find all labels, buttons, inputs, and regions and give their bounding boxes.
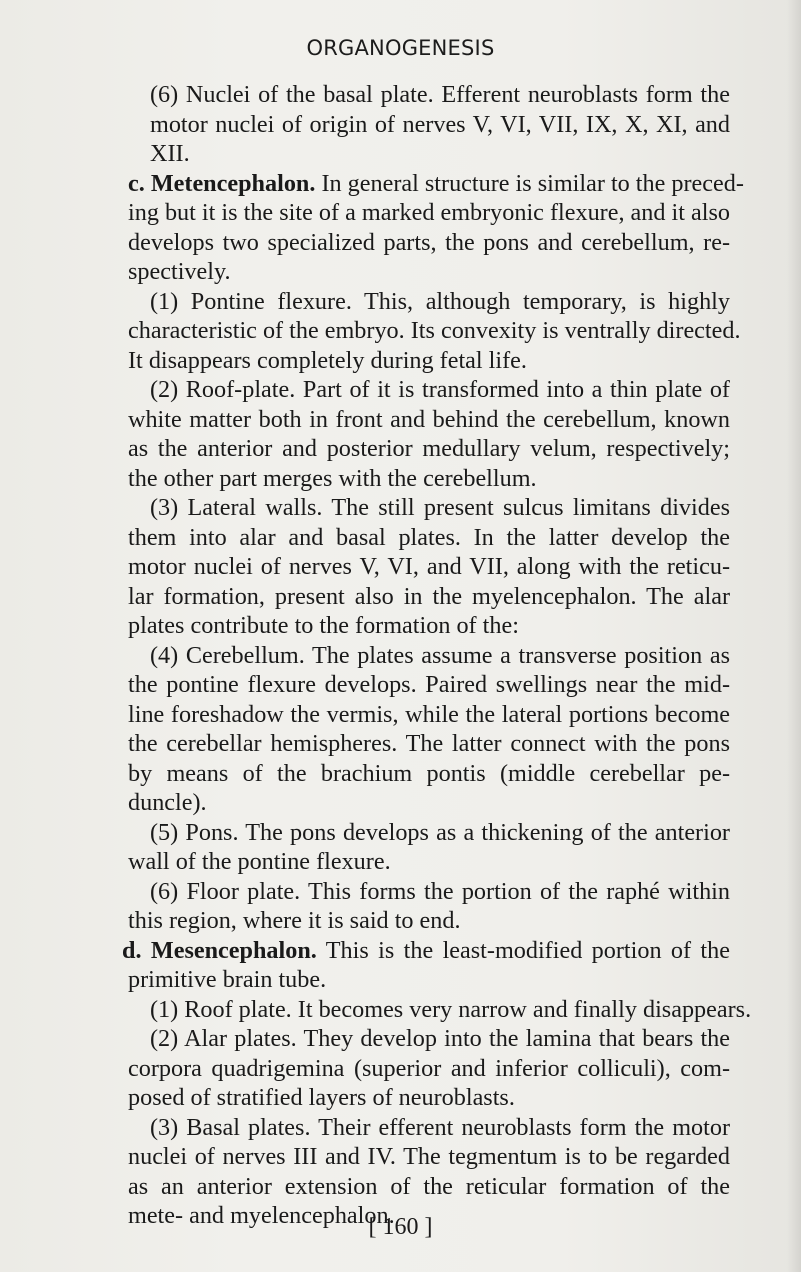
text-line-content: nuclei of nerves III and IV. The tegmentum is to be regarded	[128, 1143, 730, 1170]
text-line-content: lar formation, present also in the myelencephalon. The alar	[128, 582, 730, 610]
text-line-content: primitive brain tube.	[128, 966, 327, 993]
text-line	[128, 434, 730, 464]
text-line-content: this region, where it is said to end.	[128, 907, 461, 934]
text-line	[128, 729, 730, 759]
text-line-content: plates contribute to the formation of the:	[128, 612, 519, 639]
text-line	[128, 995, 752, 1025]
text-line	[128, 110, 730, 140]
text-line-content: the pontine flexure develops. Paired swellings near the mid-	[128, 671, 730, 698]
text-line	[128, 464, 730, 494]
text-line-content: This is the least-modified portion of the	[316, 936, 730, 964]
text-line-content: duncle).	[128, 789, 207, 816]
section-heading: c. Metencephalon.	[128, 169, 316, 197]
text-line	[128, 818, 730, 848]
text-line-content: motor nuclei of nerves V, VI, and VII, along with the reticu-	[128, 553, 730, 580]
text-line	[128, 257, 730, 287]
text-line-content: (6) Floor plate. This forms the portion of the raphé within	[150, 877, 730, 905]
text-line	[128, 316, 741, 346]
text-line	[128, 906, 730, 936]
text-line	[128, 877, 730, 907]
text-line	[128, 700, 730, 730]
text-line-content: spectively.	[128, 258, 231, 285]
text-line-content: (1) Pontine flexure. This, although temporary, is highly	[150, 287, 730, 315]
text-line	[128, 1083, 730, 1113]
text-line	[128, 493, 730, 523]
text-line-content: posed of stratified layers of neuroblasts.	[128, 1084, 515, 1111]
text-line-content: (6) Nuclei of the basal plate. Efferent neuroblasts form the	[150, 81, 730, 108]
text-line	[128, 847, 730, 877]
text-line-content: the cerebellar hemispheres. The latter connect with the pons	[128, 730, 730, 757]
text-line-content: develops two specialized parts, the pons and cerebellum, re-	[128, 228, 730, 256]
section-heading: d. Mesencephalon.	[122, 936, 317, 964]
text-line	[128, 375, 730, 405]
text-line-content: as an anterior extension of the reticular formation of the	[128, 1172, 730, 1200]
text-line-content: In general structure is similar to the preced-	[315, 169, 744, 197]
text-line	[128, 1142, 730, 1172]
text-line-content: by means of the brachium pontis (middle cerebellar pe-	[128, 759, 730, 787]
text-line-content: mete- and myelencephalon.	[128, 1202, 395, 1229]
text-line	[128, 405, 730, 435]
text-line	[128, 552, 730, 582]
text-line	[128, 1024, 730, 1054]
text-line-content: ing but it is the site of a marked embryonic flexure, and it also	[128, 199, 730, 226]
text-line-content: (2) Alar plates. They develop into the lamina that bears the	[150, 1025, 730, 1052]
text-line-content: It disappears completely during fetal life.	[128, 346, 527, 374]
text-line	[128, 1172, 730, 1202]
text-line-content: (1) Roof plate. It becomes very narrow and finally disappears.	[150, 995, 752, 1023]
page-edge-shadow	[787, 0, 801, 1272]
text-line	[128, 759, 730, 789]
text-line-content: (2) Roof-plate. Part of it is transformed into a thin plate of	[150, 376, 730, 403]
text-line-content: them into alar and basal plates. In the latter develop the	[128, 523, 730, 551]
body-text	[122, 80, 752, 1231]
text-line	[128, 523, 730, 553]
text-line	[128, 670, 730, 700]
text-line	[128, 169, 744, 199]
running-head: ORGANOGENESIS	[306, 36, 495, 60]
text-line	[128, 346, 730, 376]
page-number: [ 160 ]	[368, 1214, 433, 1240]
text-line	[128, 1113, 730, 1143]
text-line-content: (4) Cerebellum. The plates assume a transverse position as	[150, 641, 730, 669]
text-line	[128, 582, 730, 612]
text-line	[128, 965, 730, 995]
text-line	[128, 788, 730, 818]
text-line	[128, 198, 730, 228]
text-line-content: corpora quadrigemina (superior and inferior colliculi), com-	[128, 1054, 730, 1082]
text-line	[128, 641, 730, 671]
text-line-content: (3) Basal plates. Their efferent neuroblasts form the motor	[150, 1113, 730, 1141]
text-line	[128, 287, 730, 317]
text-line-content: characteristic of the embryo. Its convexity is ventrally directed.	[128, 317, 741, 344]
text-line	[122, 936, 730, 966]
text-line	[128, 1054, 730, 1084]
text-line-content: XII.	[150, 140, 190, 167]
text-line-content: (3) Lateral walls. The still present sulcus limitans divides	[150, 494, 730, 521]
text-line	[128, 80, 730, 110]
text-line-content: the other part merges with the cerebellum.	[128, 464, 537, 492]
text-line-content: wall of the pontine flexure.	[128, 848, 391, 875]
text-line	[128, 611, 730, 641]
text-line-content: motor nuclei of origin of nerves V, VI, VII, IX, X, XI, and	[150, 110, 730, 138]
text-line-content: white matter both in front and behind the cerebellum, known	[128, 405, 730, 433]
text-line-content: line foreshadow the vermis, while the lateral portions become	[128, 700, 730, 728]
text-line-content: as the anterior and posterior medullary velum, respectively;	[128, 435, 730, 462]
text-line	[128, 139, 730, 169]
text-line	[128, 228, 730, 258]
text-line-content: (5) Pons. The pons develops as a thickening of the anterior	[150, 818, 730, 846]
